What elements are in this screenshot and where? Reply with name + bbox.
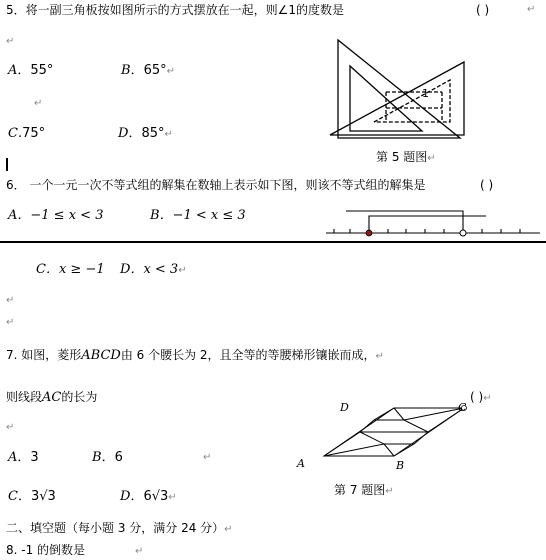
q6-option-c (36, 263, 105, 276)
ray-left (346, 211, 463, 233)
option-text: ．x < 3 (130, 262, 179, 277)
q7-line2-math: AC (42, 390, 62, 405)
option-text: ．x ≥ −1 (45, 262, 105, 277)
paren-text: ( ) (470, 390, 484, 404)
caption-text: 第 7 题图 (334, 483, 386, 497)
return-mark: ↵ (385, 486, 394, 497)
q7-stem-prefix: 7. 如图，菱形 (6, 348, 82, 362)
return-mark: ↵ (135, 546, 144, 557)
option-letter: D (120, 489, 131, 504)
q6-option-a (8, 209, 103, 222)
q5-option-d (118, 127, 173, 140)
solid-dot (366, 230, 372, 236)
section-2-heading (6, 522, 233, 535)
q6-stem: 6． 一个一元一次不等式组的解集在数轴上表示如下图，则该不等式组的解集是 (6, 178, 426, 192)
option-letter: B (92, 450, 102, 465)
option-text: ．65° (130, 63, 167, 78)
q5-figure (330, 38, 470, 148)
option-text: ．55° (17, 63, 54, 78)
return-mark: ↵ (375, 351, 384, 362)
option-letter: D (118, 126, 129, 141)
q5-figure-caption (376, 151, 436, 164)
return-mark: ↵ (224, 524, 233, 535)
q5-option-b (121, 64, 175, 77)
q7-stem-suffix: 由 6 个腰长为 2，且全等的等腰梯形镶嵌而成， (120, 348, 376, 362)
return-mark: ↵ (6, 317, 15, 328)
q5-stem: 5．将一副三角板按如图所示的方式摆放在一起，则∠1的度数是 (6, 3, 345, 17)
q5-angle-label: 1 (422, 87, 429, 100)
q7-figure (300, 400, 480, 470)
page-break-line (0, 241, 546, 243)
vertex-label-a: A (297, 457, 305, 470)
q7-option-c (8, 490, 56, 503)
text-cursor (6, 158, 8, 171)
q7-line2-prefix: 则线段 (6, 390, 43, 404)
q7-option-a (8, 451, 39, 464)
option-text: ．−1 < x ≤ 3 (159, 208, 246, 223)
return-mark: ↵ (34, 98, 43, 109)
number-line-ticks (334, 229, 520, 233)
option-letter: C (8, 126, 18, 141)
option-letter: C (8, 489, 18, 504)
return-mark: ↵ (164, 129, 173, 140)
heading-text: 二、填空题（每小题 3 分，满分 24 分） (6, 521, 225, 535)
vertex-label-c: C (458, 401, 467, 414)
option-letter: A (8, 63, 18, 78)
option-text: ．3 (17, 450, 39, 465)
q5-answer-paren: ( ) (476, 3, 490, 17)
return-mark: ↵ (166, 66, 175, 77)
vertex-label-d: D (340, 401, 349, 414)
q7-option-b (92, 451, 123, 464)
q7-option-d (120, 490, 177, 503)
q5-option-c (8, 127, 45, 140)
q7-line2-suffix: 的长为 (61, 390, 98, 404)
q6-number-line (326, 207, 540, 239)
option-letter: A (8, 208, 18, 223)
option-text: ．−1 ≤ x < 3 (17, 208, 104, 223)
triangle-ruler-large (338, 40, 460, 138)
q6-option-b (150, 209, 246, 222)
q7-stem-math: ABCD (81, 348, 121, 363)
q5-option-a (8, 64, 53, 77)
return-mark: ↵ (203, 452, 212, 463)
q7-figure-caption (334, 484, 394, 497)
option-letter: B (121, 63, 131, 78)
option-letter: D (120, 262, 131, 277)
option-text: ．3√3 (17, 489, 56, 504)
option-letter: B (150, 208, 160, 223)
ray-right (369, 216, 486, 233)
return-mark: ↵ (6, 295, 15, 306)
q8-text: 8. -1 的倒数是 (6, 543, 86, 557)
return-mark: ↵ (168, 492, 177, 503)
return-mark: ↵ (178, 265, 187, 276)
q8-stem (6, 544, 143, 557)
return-mark: ↵ (427, 153, 436, 164)
q6-option-d (120, 263, 187, 276)
option-letter: A (8, 450, 18, 465)
return-mark: ↵ (6, 422, 15, 433)
option-text: ．6√3 (130, 489, 169, 504)
vertex-label-b: B (396, 459, 405, 472)
q7-line2 (6, 391, 97, 404)
option-letter: C (36, 262, 46, 277)
caption-text: 第 5 题图 (376, 150, 428, 164)
q7-stem (6, 349, 384, 362)
hollow-dot (460, 230, 466, 236)
return-mark: ↵ (483, 393, 492, 404)
return-mark: ↵ (6, 36, 15, 47)
option-text: ．85° (128, 126, 165, 141)
q6-answer-paren: ( ) (480, 178, 494, 192)
return-mark: ↵ (527, 4, 536, 15)
option-text: ．6 (101, 450, 123, 465)
option-text: .75° (17, 126, 46, 141)
